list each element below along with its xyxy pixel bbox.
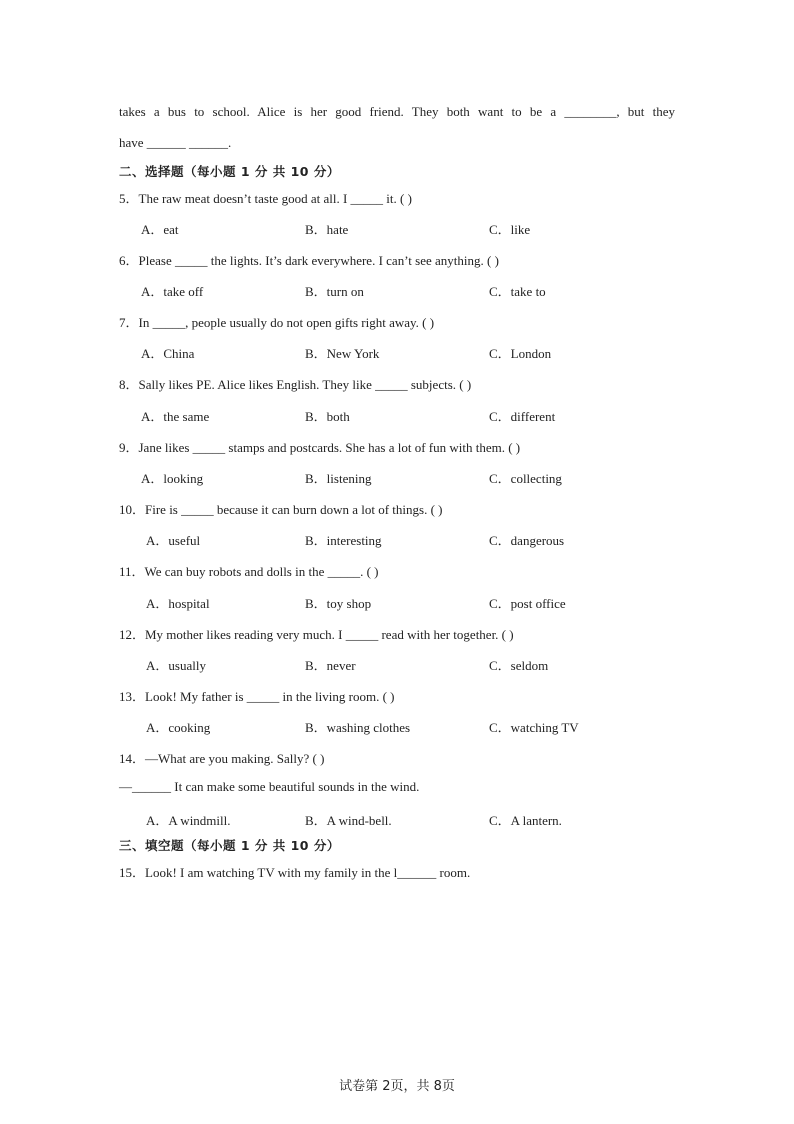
question-8-stem: 8．Sally likes PE. Alice likes English. They like _____ subjects. ( ) (119, 377, 472, 392)
section-2-heading: 二、选择题（每小题 1 分 共 10 分） (119, 164, 340, 179)
question-14-option-b: B．A wind-bell. (305, 813, 392, 828)
question-14-dialogue: —______ It can make some beautiful sounds in the wind. (119, 779, 420, 794)
question-14-stem: 14．—What are you making. Sally? ( ) (119, 751, 325, 766)
question-9-stem: 9．Jane likes _____ stamps and postcards. She has a lot of fun with them. ( ) (119, 440, 521, 455)
question-13-option-a: A．cooking (146, 720, 211, 735)
question-8-option-c: C．different (489, 409, 556, 424)
question-7-option-b: B．New York (305, 346, 380, 361)
question-7-option-a: A．China (141, 346, 195, 361)
page-footer: 试卷第 2页，共 8页 (339, 1079, 455, 1094)
section-3-heading: 三、填空题（每小题 1 分 共 10 分） (119, 838, 340, 853)
question-5-option-a: A．eat (141, 222, 179, 237)
question-5-stem: 5．The raw meat doesn’t taste good at all. I _____ it. ( ) (119, 191, 412, 206)
question-14-option-a: A．A windmill. (146, 813, 231, 828)
question-11-option-c: C．post office (489, 596, 566, 611)
question-15-stem: 15．Look! I am watching TV with my family in the l______ room. (119, 865, 471, 880)
question-10-option-b: B．interesting (305, 533, 382, 548)
question-7-stem: 7．In _____, people usually do not open gifts right away. ( ) (119, 315, 435, 330)
question-5-option-b: B．hate (305, 222, 349, 237)
intro-line-1: takes a bus to school. Alice is her good friend. They both want to be a ________, but they (119, 104, 675, 119)
question-8-option-b: B．both (305, 409, 350, 424)
question-6-option-b: B．turn on (305, 284, 364, 299)
question-14-option-c: C．A lantern. (489, 813, 562, 828)
question-11-option-a: A．hospital (146, 596, 210, 611)
question-10-stem: 10．Fire is _____ because it can burn down a lot of things. ( ) (119, 502, 443, 517)
question-6-stem: 6．Please _____ the lights. It’s dark everywhere. I can’t see anything. ( ) (119, 253, 499, 268)
question-9-option-a: A．looking (141, 471, 204, 486)
question-7-option-c: C．London (489, 346, 552, 361)
question-13-option-b: B．washing clothes (305, 720, 411, 735)
question-12-option-b: B．never (305, 658, 356, 673)
intro-line-2: have ______ ______. (119, 135, 232, 150)
question-5-option-c: C．like (489, 222, 531, 237)
question-10-option-a: A．useful (146, 533, 201, 548)
question-11-option-b: B．toy shop (305, 596, 372, 611)
question-12-stem: 12．My mother likes reading very much. I _____ read with her together. ( ) (119, 627, 514, 642)
question-13-option-c: C．watching TV (489, 720, 579, 735)
question-12-option-a: A．usually (146, 658, 206, 673)
question-13-stem: 13．Look! My father is _____ in the living room. ( ) (119, 689, 395, 704)
question-9-option-c: C．collecting (489, 471, 562, 486)
question-8-option-a: A．the same (141, 409, 210, 424)
question-12-option-c: C．seldom (489, 658, 549, 673)
question-6-option-a: A．take off (141, 284, 204, 299)
question-10-option-c: C．dangerous (489, 533, 565, 548)
question-9-option-b: B．listening (305, 471, 372, 486)
question-11-stem: 11．We can buy robots and dolls in the _____. ( ) (119, 564, 379, 579)
question-6-option-c: C．take to (489, 284, 546, 299)
